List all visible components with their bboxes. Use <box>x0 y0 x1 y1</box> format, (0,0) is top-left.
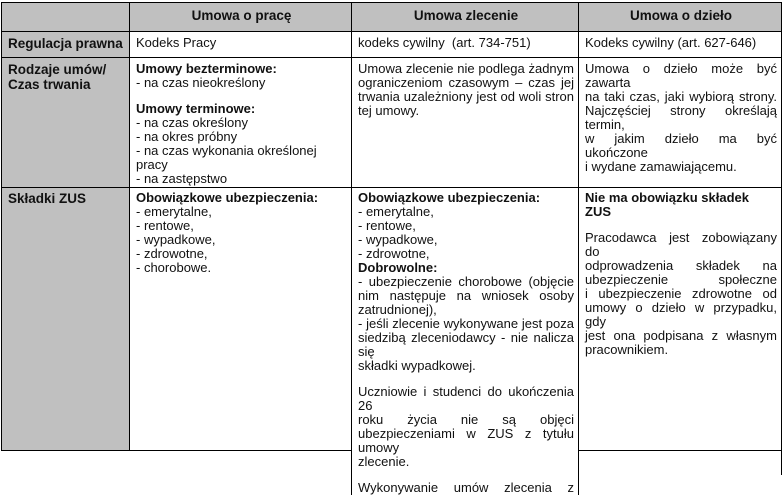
paragraph-line: ubezpieczenie społeczne <box>585 272 777 287</box>
paragraph-line: siedzibą zleceniodawcy - nie nalicza się <box>358 330 574 359</box>
paragraph-line: tej umowy. <box>358 103 420 118</box>
list-item: - na zastępstwo <box>136 171 228 186</box>
list-item: - zdrowotne, <box>136 246 208 261</box>
cell-rodzaje-zlecenie <box>352 58 578 188</box>
paragraph-line: zlecenie. <box>358 454 410 469</box>
list-item: - chorobowe. <box>136 260 212 275</box>
subheading: Obowiązkowe ubezpieczenia: <box>136 190 319 205</box>
subheading: Umowy terminowe: <box>136 101 256 116</box>
list-item: - emerytalne, <box>136 204 212 219</box>
paragraph-line: ograniczeniom czasowym – czas jej <box>358 75 574 90</box>
cell-regulacja-praca: Kodeks Pracy <box>130 32 351 58</box>
list-item: - rentowe, <box>136 218 194 233</box>
cell-skladki-dzielo <box>579 188 781 451</box>
column-row-labels <box>1 3 130 451</box>
header-cell-empty <box>2 3 129 32</box>
row-label-rodzaje-umow <box>2 58 129 188</box>
row-label-skladki-zus: Składki ZUS <box>2 188 129 451</box>
paragraph-line: nim następuje na wniosek osoby <box>358 288 574 303</box>
list-item: - emerytalne, <box>358 204 434 219</box>
paragraph-line: umowy o dzieło w przypadku, gdy <box>585 300 777 329</box>
paragraph-line: zatrudnionej), <box>358 302 437 317</box>
row-label-regulacja-prawna: Regulacja prawna <box>2 32 129 58</box>
paragraph-line: i wydane zamawiającemu. <box>585 159 737 174</box>
subheading: Obowiązkowe ubezpieczenia: <box>358 190 541 205</box>
paragraph-line: Wykonywanie umów zlecenia z <box>358 480 574 495</box>
paragraph-line: w jakim dzieło ma być ukończone <box>585 131 777 160</box>
paragraph-line: na taki czas, jaki wybiorą strony. <box>585 89 777 104</box>
column-header-umowa-zlecenie: Umowa zlecenie <box>352 3 578 32</box>
cell-regulacja-dzielo: Kodeks cywilny (art. 627-646) <box>579 32 781 58</box>
paragraph-line: trwania uzależniony jest od woli stron <box>358 89 574 104</box>
subheading: Dobrowolne: <box>358 260 438 275</box>
paragraph-line: Pracodawca jest zobowiązany do <box>585 230 777 259</box>
paragraph-line: Uczniowie i studenci do ukończenia 26 <box>358 384 574 413</box>
paragraph-line: pracownikiem. <box>585 342 669 357</box>
paragraph-line: składki wypadkowej. <box>358 358 476 373</box>
list-item: - na czas wykonania określonej pracy <box>136 143 317 172</box>
subheading: Nie ma obowiązku składek ZUS <box>585 190 750 219</box>
paragraph-line: roku życia nie są objęci <box>358 412 574 427</box>
list-item: - rentowe, <box>358 218 416 233</box>
cell-skladki-praca <box>130 188 351 451</box>
paragraph-line: i ubezpieczenie zdrowotne od <box>585 286 777 301</box>
paragraph-line: Umowa o dzieło może być zawarta <box>585 61 777 90</box>
cell-rodzaje-praca <box>130 58 351 188</box>
row-label-line: Rodzaje umów/ <box>8 62 107 77</box>
column-header-umowa-o-prace: Umowa o pracę <box>130 3 351 32</box>
paragraph-line: - ubezpieczenie chorobowe (objęcie <box>358 274 574 289</box>
list-item: - zdrowotne, <box>358 246 430 261</box>
list-item: - wypadkowe, <box>136 232 216 247</box>
paragraph-line: - jeśli zlecenie wykonywane jest poza <box>358 316 574 331</box>
cell-rodzaje-dzielo <box>579 58 781 188</box>
list-item: - na czas nieokreślony <box>136 75 266 90</box>
paragraph-line: Umowa zlecenie nie podlega żadnym <box>358 61 574 76</box>
list-item: - na okres próbny <box>136 129 238 144</box>
column-umowa-o-prace <box>130 3 351 451</box>
paragraph-line: ubezpieczeniami w ZUS z tytułu umowy <box>358 426 574 455</box>
cell-skladki-zlecenie <box>352 188 578 495</box>
subheading: Umowy bezterminowe: <box>136 61 277 76</box>
list-item: - wypadkowe, <box>358 232 438 247</box>
row-label-line: Czas trwania <box>8 77 91 92</box>
paragraph-line: odprowadzenia składek na <box>585 258 777 273</box>
list-item: - na czas określony <box>136 115 248 130</box>
column-umowa-zlecenie <box>351 3 579 495</box>
cell-regulacja-zlecenie: kodeks cywilny (art. 734-751) <box>352 32 578 58</box>
column-umowa-o-dzielo <box>579 3 782 475</box>
paragraph-line: Najczęściej strony określają termin, <box>585 103 777 132</box>
paragraph-line: jest ona podpisana z własnym <box>585 328 777 343</box>
contracts-comparison-table <box>1 2 782 495</box>
column-header-umowa-o-dzielo: Umowa o dzieło <box>579 3 781 32</box>
